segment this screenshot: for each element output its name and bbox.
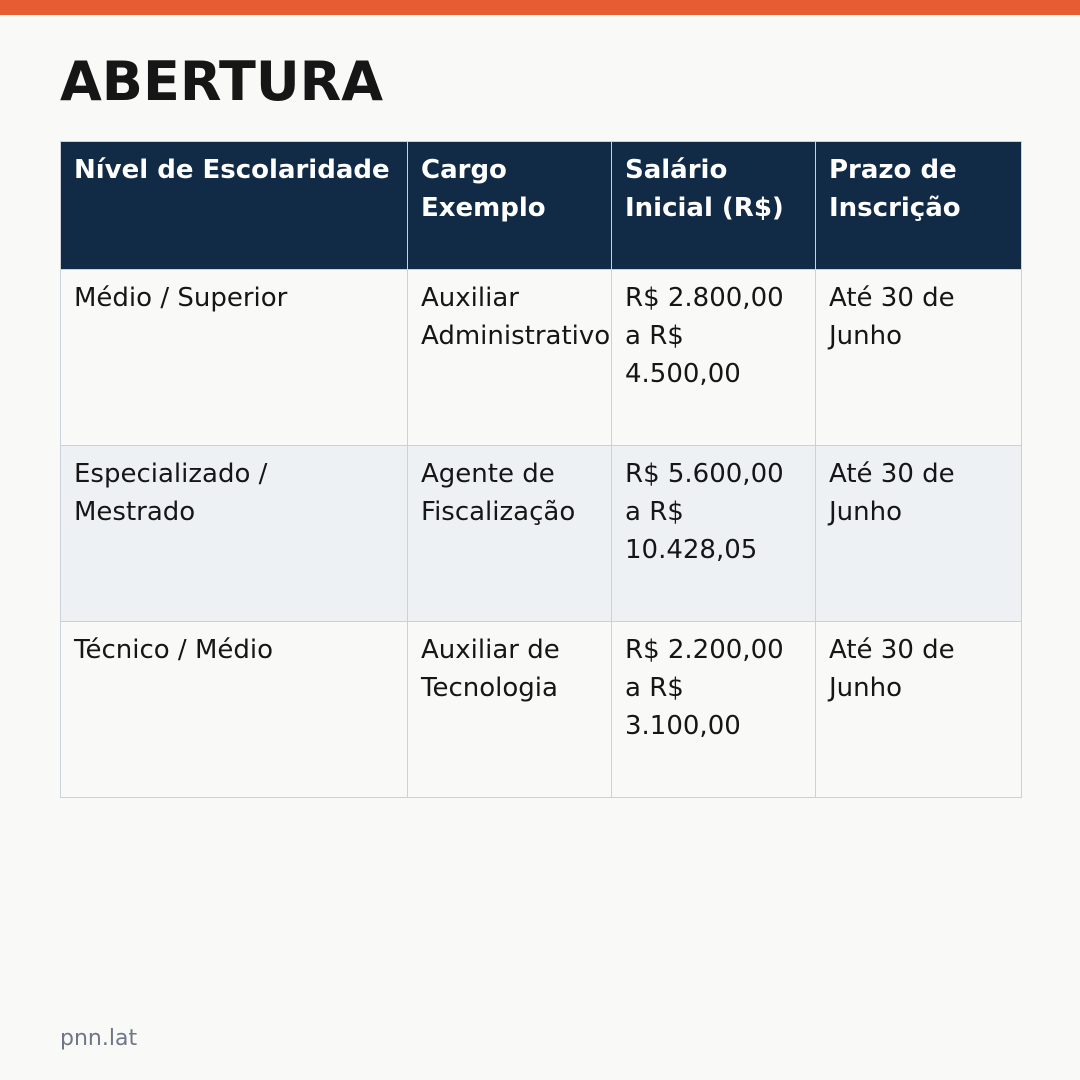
footer-source: pnn.lat [60, 1026, 138, 1051]
cell-salary: R$ 2.200,00 a R$ 3.100,00 [612, 622, 816, 798]
table-row [61, 622, 1022, 798]
cell-role: Agente de Fiscalização [408, 446, 612, 622]
top-accent-bar [0, 0, 1080, 15]
cell-deadline: Até 30 de Junho [816, 270, 1022, 446]
cell-role: Auxiliar de Tecnologia [408, 622, 612, 798]
table-row [61, 270, 1022, 446]
header-cell-role: Cargo Exemplo [408, 142, 612, 270]
cell-salary: R$ 5.600,00 a R$ 10.428,05 [612, 446, 816, 622]
table-header [61, 142, 1022, 270]
header-row [61, 142, 1022, 270]
cell-deadline: Até 30 de Junho [816, 622, 1022, 798]
cell-level: Médio / Superior [61, 270, 408, 446]
cell-role-text: Auxiliar Administrativo [421, 283, 611, 351]
page-title: ABERTURA [60, 50, 384, 113]
cell-level: Especializado / Mestrado [61, 446, 408, 622]
header-cell-level: Nível de Escolaridade [61, 142, 408, 270]
header-cell-salary: Salário Inicial (R$) [612, 142, 816, 270]
cell-salary: R$ 2.800,00 a R$ 4.500,00 [612, 270, 816, 446]
table-row [61, 446, 1022, 622]
cell-level: Técnico / Médio [61, 622, 408, 798]
header-cell-deadline: Prazo de Inscrição [816, 142, 1022, 270]
data-table [60, 141, 1022, 798]
table-body [61, 270, 1022, 798]
cell-deadline: Até 30 de Junho [816, 446, 1022, 622]
cell-role [408, 270, 612, 446]
